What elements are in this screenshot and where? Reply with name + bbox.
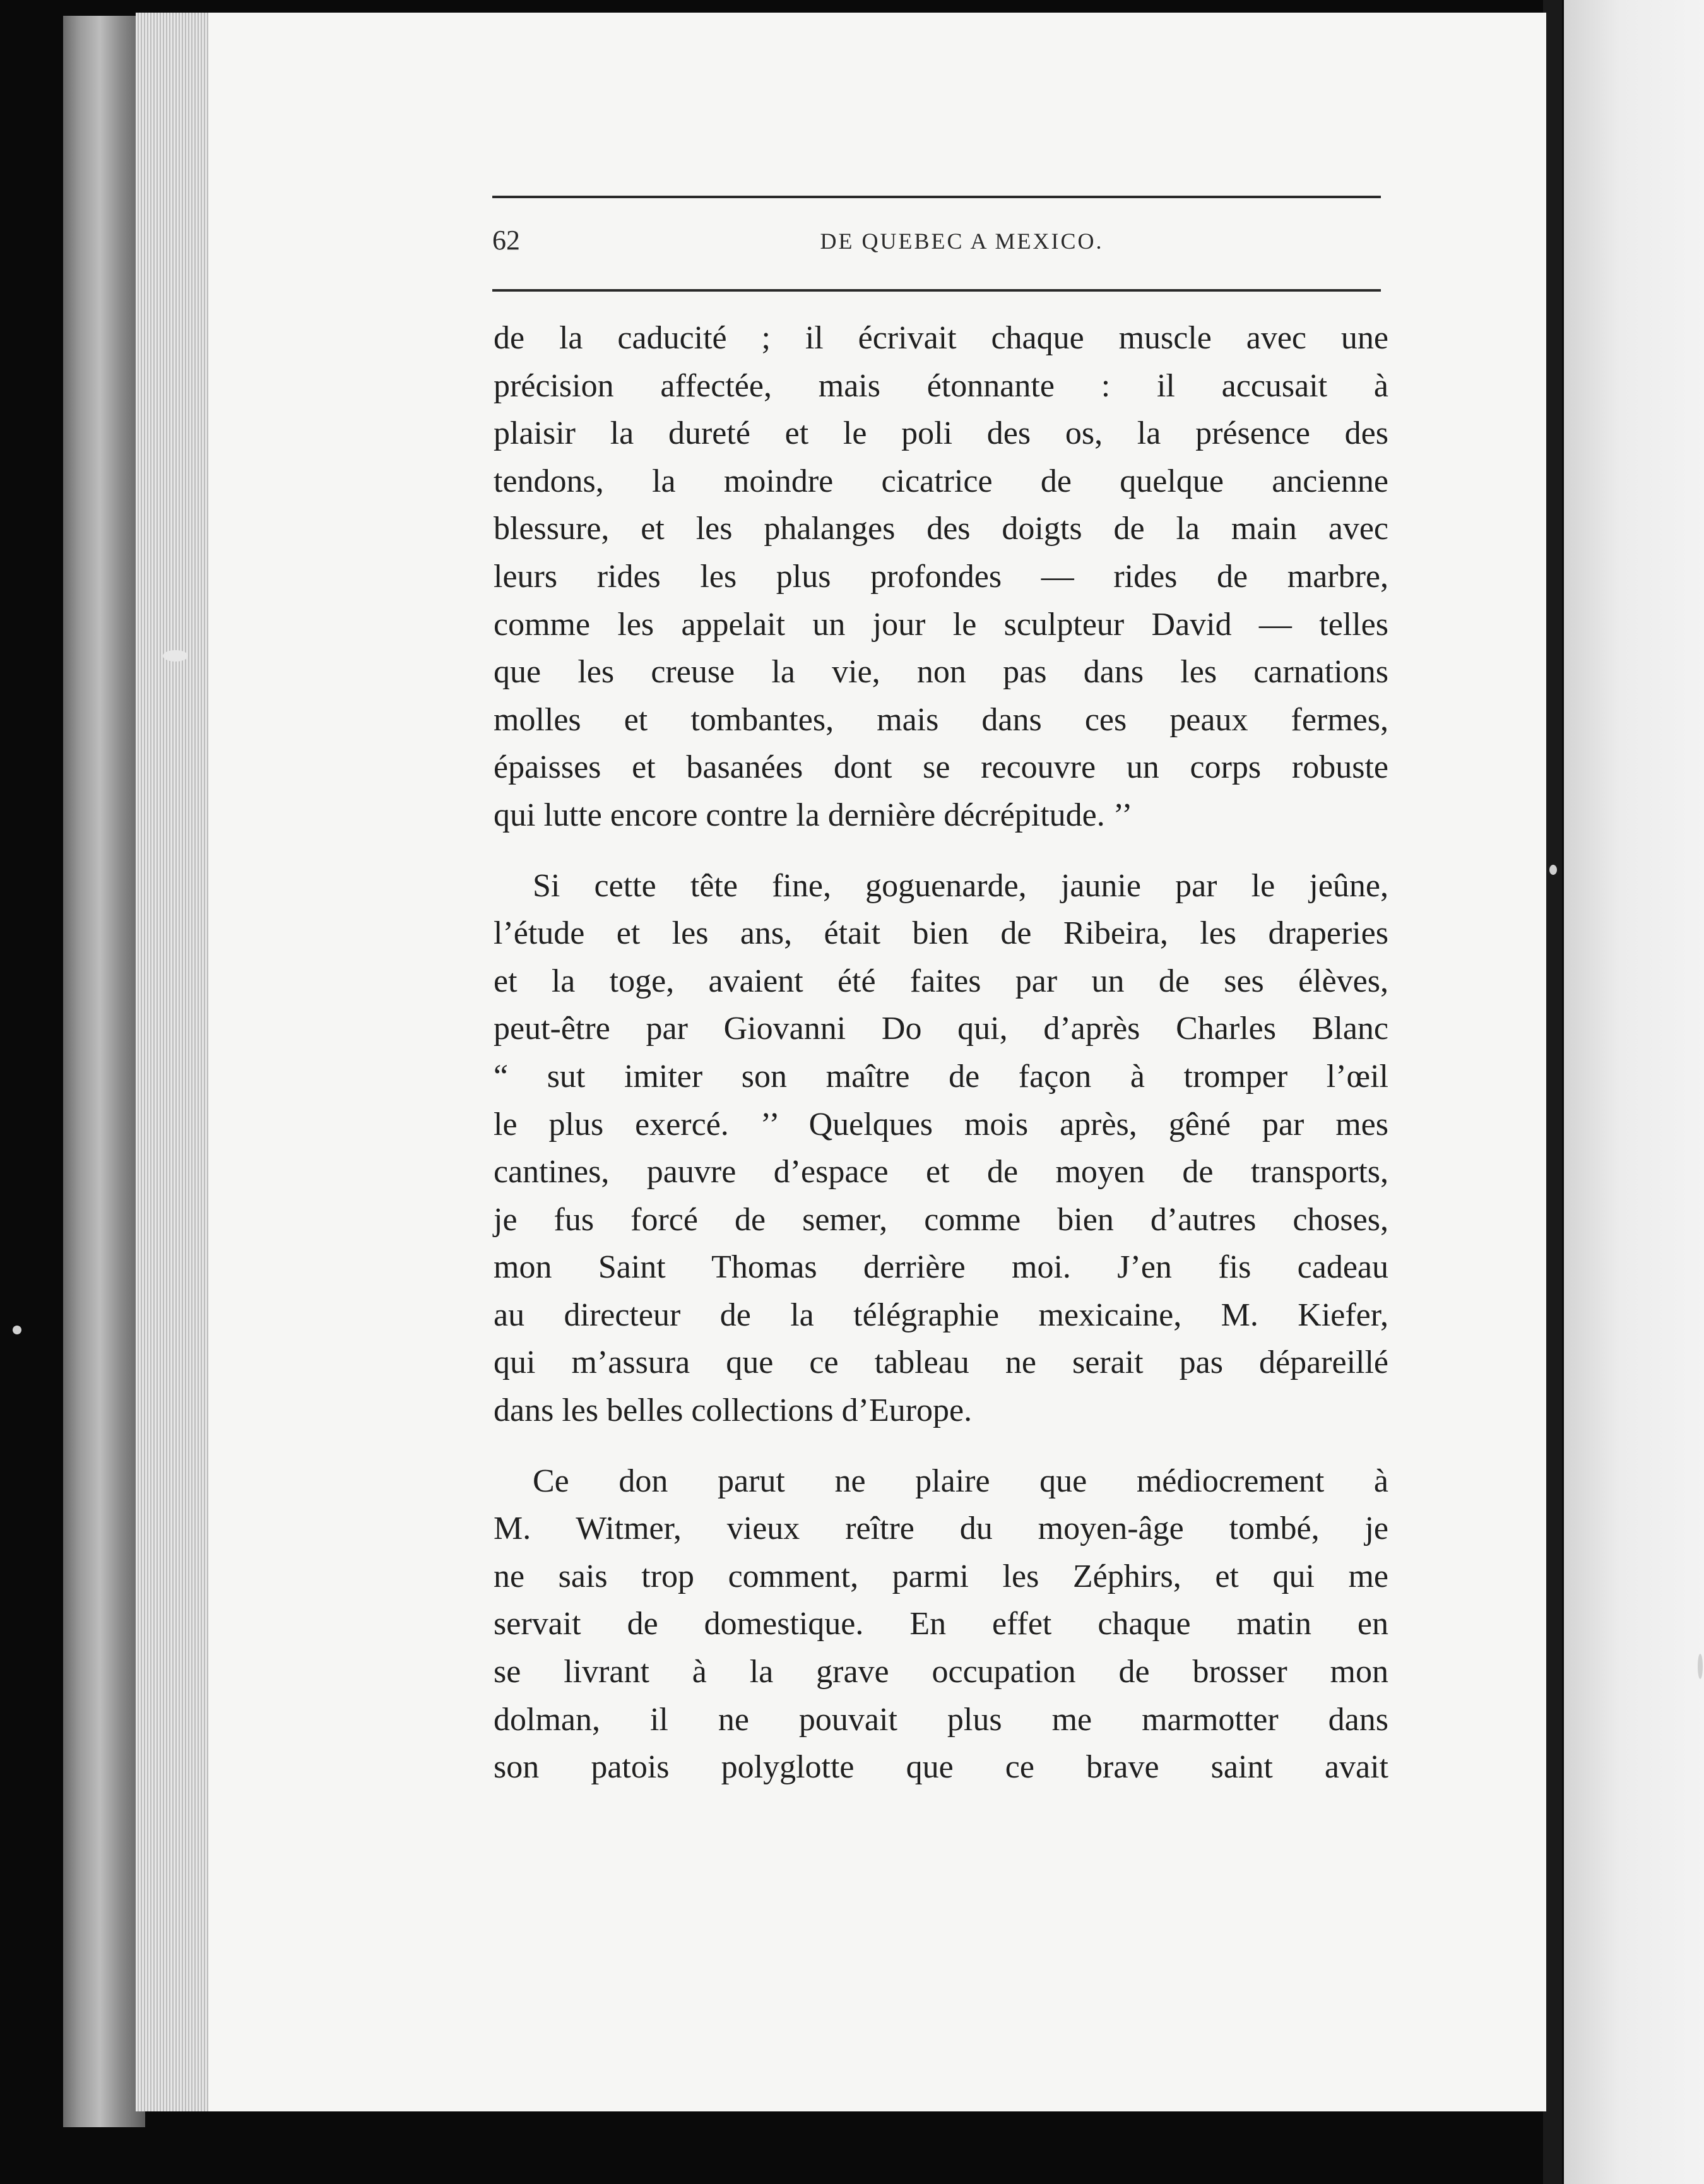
paragraph-1	[494, 314, 1388, 840]
text-line: qui m’assura que ce tableau ne serait pas dépareillé	[494, 1344, 1388, 1381]
text-line: dans les belles collections d’Europe.	[494, 1392, 973, 1429]
page-stack-edge	[136, 13, 208, 2111]
paragraph-3	[494, 1457, 1388, 1791]
text-line: je fus forcé de semer, comme bien d’autres choses,	[494, 1201, 1388, 1238]
running-head	[492, 224, 1381, 262]
text-line: M. Witmer, vieux reître du moyen-âge tombé, je	[494, 1510, 1388, 1547]
text-line: au directeur de la télégraphie mexicaine, M. Kiefer,	[494, 1297, 1388, 1333]
header-rule-bottom	[492, 289, 1381, 292]
header-rule-top	[492, 196, 1381, 198]
text-line: précision affectée, mais étonnante : il accusait à	[494, 367, 1388, 404]
text-line: de la caducité ; il écrivait chaque muscle avec une	[494, 320, 1388, 356]
page-number: 62	[492, 225, 520, 256]
text-line: qui lutte encore contre la dernière décrépitude. ’’	[494, 797, 1133, 833]
text-line: leurs rides les plus profondes — rides de marbre,	[494, 558, 1388, 595]
text-line: son patois polyglotte que ce brave saint avait	[494, 1749, 1388, 1786]
text-line: épaisses et basanées dont se recouvre un corps robuste	[494, 749, 1388, 786]
text-line: ne sais trop comment, parmi les Zéphirs, et qui me	[494, 1558, 1388, 1594]
text-line: Si cette tête fine, goguenarde, jaunie par le jeûne,	[533, 867, 1388, 904]
book-edge	[63, 16, 145, 2127]
text-line: et la toge, avaient été faites par un de ses élèves,	[494, 963, 1388, 999]
facing-page-edge	[1564, 0, 1704, 2184]
running-title: DE QUEBEC A MEXICO.	[820, 228, 1104, 254]
text-line: “ sut imiter son maître de façon à tromper l’œil	[494, 1058, 1388, 1095]
text-line: dolman, il ne pouvait plus me marmotter dans	[494, 1701, 1388, 1738]
text-line: que les creuse la vie, non pas dans les carnations	[494, 654, 1388, 691]
dust-speck	[13, 1326, 21, 1334]
text-line: tendons, la moindre cicatrice de quelque ancienne	[494, 463, 1388, 499]
text-line: cantines, pauvre d’espace et de moyen de transports,	[494, 1154, 1388, 1190]
dust-speck	[1549, 865, 1557, 875]
text-line: plaisir la dureté et le poli des os, la présence des	[494, 415, 1388, 452]
text-line: mon Saint Thomas derrière moi. J’en fis cadeau	[494, 1249, 1388, 1286]
text-line: se livrant à la grave occupation de brosser mon	[494, 1654, 1388, 1690]
body-text	[494, 314, 1388, 1791]
text-line: peut-être par Giovanni Do qui, d’après Charles Blanc	[494, 1011, 1388, 1047]
text-line: blessure, et les phalanges des doigts de la main avec	[494, 511, 1388, 547]
text-line: comme les appelait un jour le sculpteur David — telles	[494, 606, 1388, 643]
text-line: Ce don parut ne plaire que médiocrement à	[533, 1463, 1388, 1499]
dust-speck	[163, 650, 188, 662]
text-line: servait de domestique. En effet chaque matin en	[494, 1606, 1388, 1642]
text-line: l’étude et les ans, était bien de Ribeira, les draperies	[494, 915, 1388, 952]
text-line: molles et tombantes, mais dans ces peaux fermes,	[494, 701, 1388, 738]
paragraph-2	[494, 862, 1388, 1435]
text-line: le plus exercé. ’’ Quelques mois après, gêné par mes	[494, 1106, 1388, 1142]
dust-speck	[1698, 1654, 1703, 1679]
